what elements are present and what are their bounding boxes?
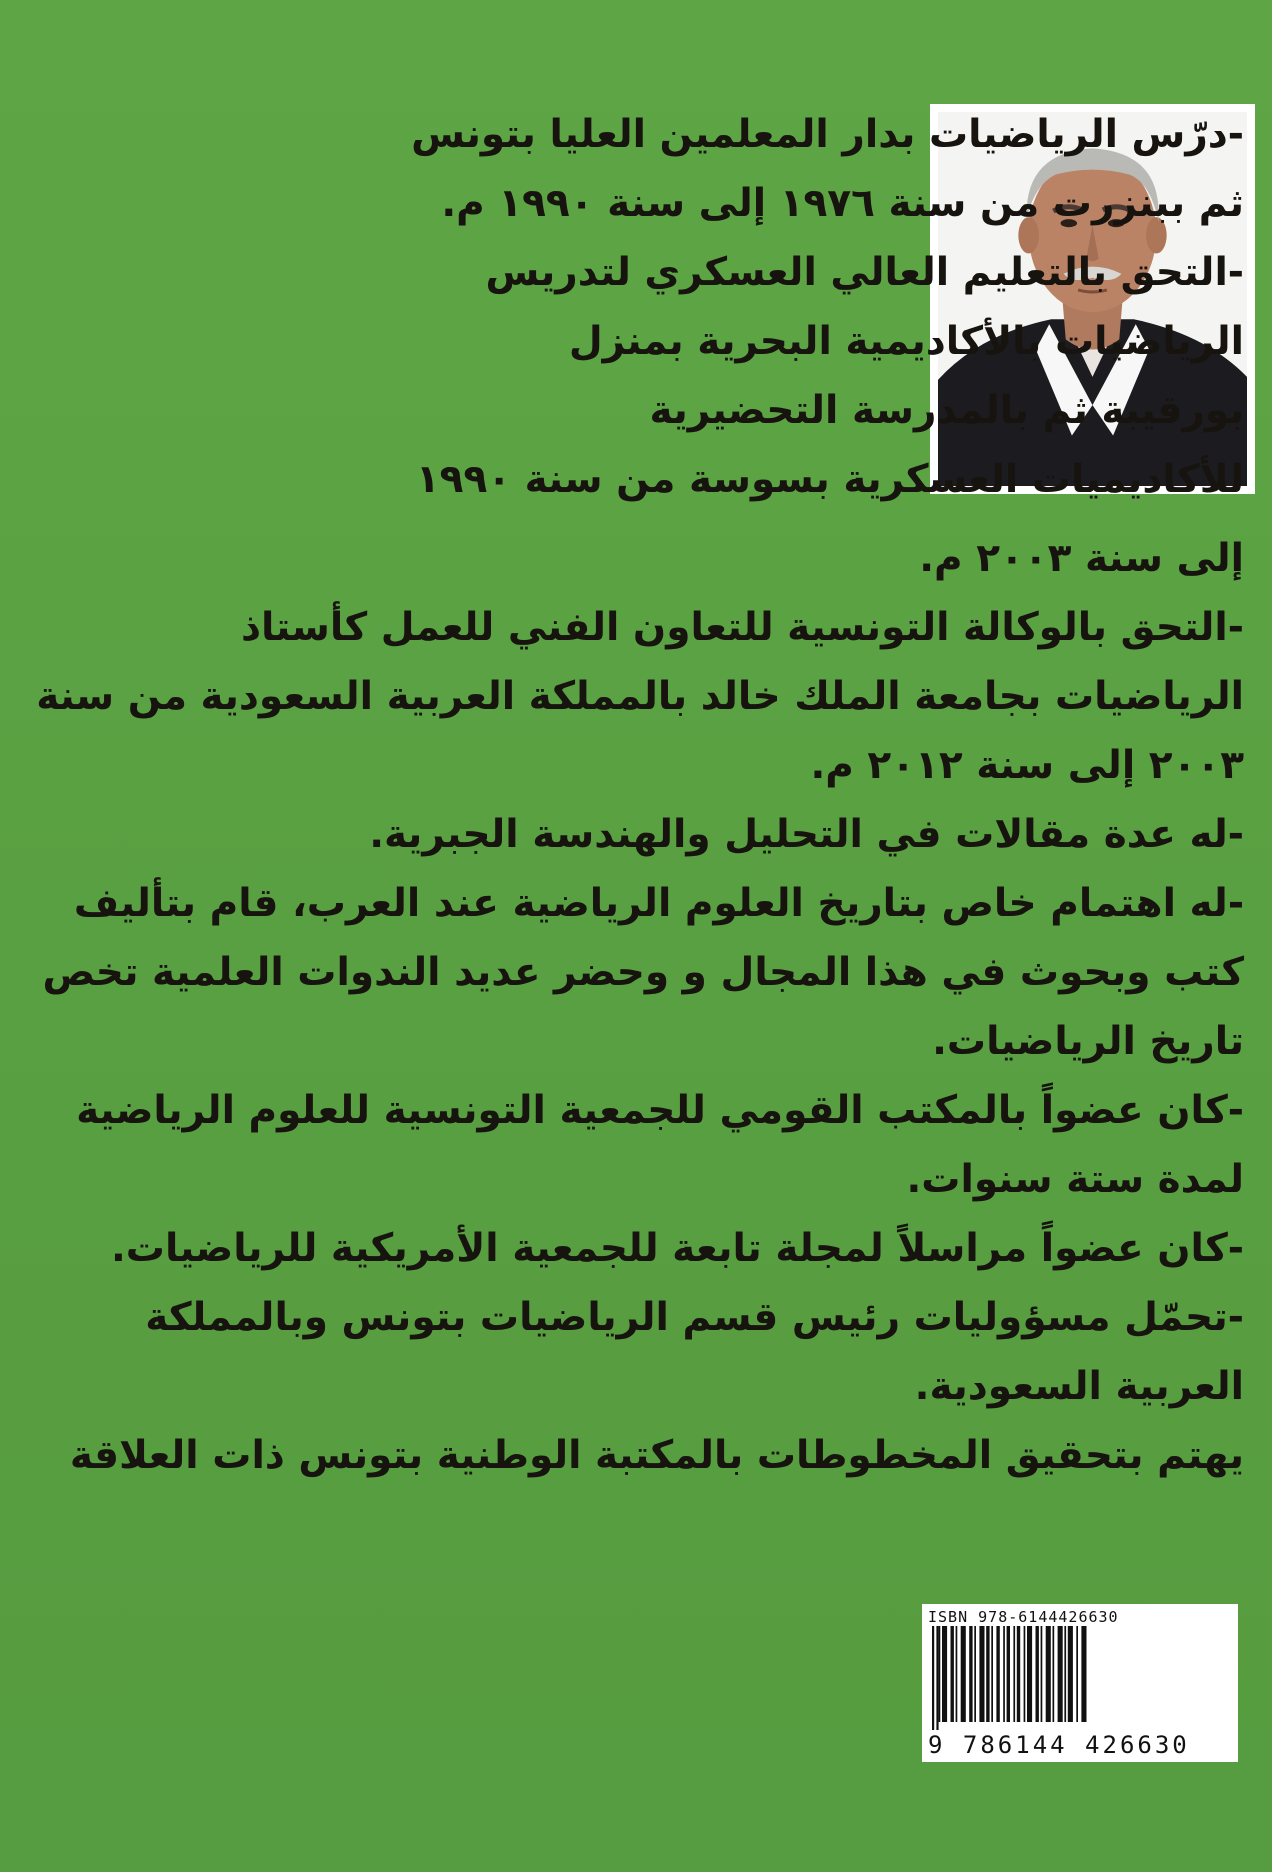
bio-line: -كان عضواً مراسلاً لمجلة تابعة للجمعية الأمريكية للرياضيات. (110, 1226, 1244, 1271)
author-bio (28, 100, 1244, 1490)
isbn-barcode (922, 1604, 1238, 1762)
barcode-bars (928, 1626, 1232, 1730)
bio-line: العربية السعودية. (914, 1364, 1244, 1409)
bio-line: ٢٠٠٣ إلى سنة ٢٠١٢ م. (810, 743, 1244, 788)
isbn-label: ISBN 978-6144426630 (928, 1608, 1119, 1626)
bio-line: -له عدة مقالات في التحليل والهندسة الجبرية. (369, 812, 1244, 857)
bio-line: تاريخ الرياضيات. (932, 1019, 1244, 1064)
bio-line: الرياضيات بجامعة الملك خالد بالمملكة العربية السعودية من سنة (36, 674, 1244, 719)
bio-line: لمدة ستة سنوات. (906, 1157, 1244, 1202)
ean-digits: 9 786144 426630 (928, 1731, 1190, 1759)
bio-line: بورقيبة ثم بالمدرسة التحضيرية (649, 388, 1244, 433)
bio-line: للأكاديميات العسكرية بسوسة من سنة ١٩٩٠ (415, 457, 1244, 502)
bio-line: كتب وبحوث في هذا المجال و وحضر عديد الندوات العلمية تخص (42, 950, 1244, 995)
bio-line: يهتم بتحقيق المخطوطات بالمكتبة الوطنية بتونس ذات العلاقة (69, 1433, 1244, 1478)
bio-line: -التحق بالتعليم العالي العسكري لتدريس (485, 250, 1244, 295)
bio-line: ثم ببنزرت من سنة ١٩٧٦ إلى سنة ١٩٩٠ م. (441, 181, 1244, 226)
bio-line: -تحمّل مسؤوليات رئيس قسم الرياضيات بتونس وبالمملكة (145, 1295, 1244, 1340)
bio-line: -كان عضواً بالمكتب القومي للجمعية التونسية للعلوم الرياضية (76, 1088, 1244, 1133)
bio-line: -درّس الرياضيات بدار المعلمين العليا بتونس (411, 112, 1244, 157)
bio-line: -له اهتمام خاص بتاريخ العلوم الرياضية عند العرب، قام بتأليف (73, 881, 1244, 926)
bio-line: الرياضيات بالأكاديمية البحرية بمنزل (568, 319, 1244, 364)
bio-line: -التحق بالوكالة التونسية للتعاون الفني للعمل كأستاذ (240, 605, 1244, 650)
bio-line: إلى سنة ٢٠٠٣ م. (919, 536, 1244, 581)
